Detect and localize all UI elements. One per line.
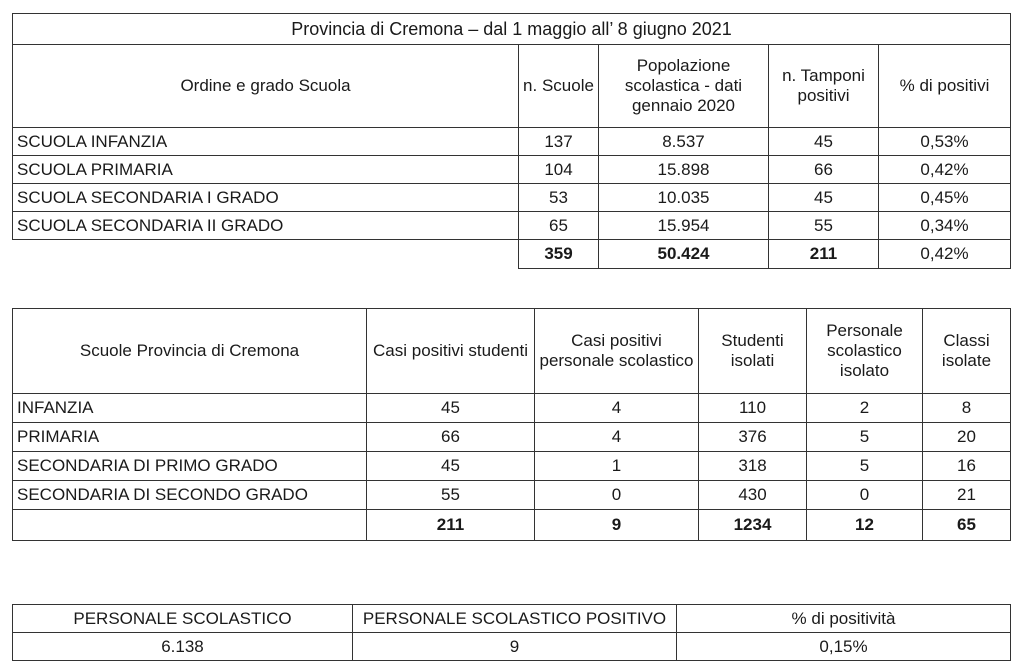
header-classes-isolated: Classi isolate bbox=[923, 309, 1011, 394]
header-staff-positive: PERSONALE SCOLASTICO POSITIVO bbox=[353, 605, 677, 633]
row-population: 15.898 bbox=[599, 156, 769, 184]
header-tests: n. Tamponi positivi bbox=[769, 45, 879, 128]
total-percent: 0,42% bbox=[879, 240, 1011, 269]
table-row bbox=[13, 394, 1011, 423]
table-row bbox=[13, 184, 1011, 212]
row-students-isolated: 376 bbox=[699, 423, 807, 452]
total-tests: 211 bbox=[769, 240, 879, 269]
row-tests: 66 bbox=[769, 156, 879, 184]
row-name: SCUOLA SECONDARIA I GRADO bbox=[13, 184, 519, 212]
header-students-positive: Casi positivi studenti bbox=[367, 309, 535, 394]
table-row bbox=[13, 128, 1011, 156]
table-row bbox=[13, 212, 1011, 240]
total-empty-cell bbox=[13, 240, 519, 269]
row-staff-isolated: 0 bbox=[807, 481, 923, 510]
row-students-isolated: 430 bbox=[699, 481, 807, 510]
total-staff-isolated: 12 bbox=[807, 510, 923, 541]
row-students-isolated: 110 bbox=[699, 394, 807, 423]
cremona-schools-summary-table bbox=[12, 13, 1011, 269]
total-staff-positive: 9 bbox=[535, 510, 699, 541]
row-staff-positive: 4 bbox=[535, 394, 699, 423]
total-row bbox=[13, 510, 1011, 541]
total-classes-isolated: 65 bbox=[923, 510, 1011, 541]
header-students-isolated: Studenti isolati bbox=[699, 309, 807, 394]
row-students-isolated: 318 bbox=[699, 452, 807, 481]
total-schools: 359 bbox=[519, 240, 599, 269]
header-schools: n. Scuole bbox=[519, 45, 599, 128]
header-staff-isolated: Personale scolastico isolato bbox=[807, 309, 923, 394]
table-row bbox=[13, 452, 1011, 481]
total-students-isolated: 1234 bbox=[699, 510, 807, 541]
row-staff-isolated: 5 bbox=[807, 423, 923, 452]
school-staff-positivity-table bbox=[12, 604, 1011, 661]
total-row bbox=[13, 240, 1011, 269]
row-name: INFANZIA bbox=[13, 394, 367, 423]
row-name: SECONDARIA DI PRIMO GRADO bbox=[13, 452, 367, 481]
row-tests: 45 bbox=[769, 128, 879, 156]
row-name: SCUOLA PRIMARIA bbox=[13, 156, 519, 184]
table-title: Provincia di Cremona – dal 1 maggio all’ 8 giugno 2021 bbox=[13, 14, 1011, 45]
total-students-positive: 211 bbox=[367, 510, 535, 541]
row-staff-isolated: 2 bbox=[807, 394, 923, 423]
header-order: Ordine e grado Scuola bbox=[13, 45, 519, 128]
row-name: PRIMARIA bbox=[13, 423, 367, 452]
row-classes-isolated: 8 bbox=[923, 394, 1011, 423]
row-population: 15.954 bbox=[599, 212, 769, 240]
row-schools: 65 bbox=[519, 212, 599, 240]
row-classes-isolated: 21 bbox=[923, 481, 1011, 510]
row-schools: 53 bbox=[519, 184, 599, 212]
row-percent: 0,53% bbox=[879, 128, 1011, 156]
row-name: SECONDARIA DI SECONDO GRADO bbox=[13, 481, 367, 510]
row-staff-positive: 4 bbox=[535, 423, 699, 452]
row-population: 10.035 bbox=[599, 184, 769, 212]
row-students-positive: 66 bbox=[367, 423, 535, 452]
header-staff: PERSONALE SCOLASTICO bbox=[13, 605, 353, 633]
row-tests: 45 bbox=[769, 184, 879, 212]
row-students-positive: 55 bbox=[367, 481, 535, 510]
row-percent: 0,34% bbox=[879, 212, 1011, 240]
header-school: Scuole Provincia di Cremona bbox=[13, 309, 367, 394]
table-row bbox=[13, 423, 1011, 452]
header-population: Popolazione scolastica - dati gennaio 2020 bbox=[599, 45, 769, 128]
total-label-cell bbox=[13, 510, 367, 541]
header-staff-positive: Casi positivi personale scolastico bbox=[535, 309, 699, 394]
row-classes-isolated: 20 bbox=[923, 423, 1011, 452]
total-population: 50.424 bbox=[599, 240, 769, 269]
row-schools: 137 bbox=[519, 128, 599, 156]
row-staff-isolated: 5 bbox=[807, 452, 923, 481]
row-name: SCUOLA SECONDARIA II GRADO bbox=[13, 212, 519, 240]
row-students-positive: 45 bbox=[367, 394, 535, 423]
row-name: SCUOLA INFANZIA bbox=[13, 128, 519, 156]
row-percent: 0,42% bbox=[879, 156, 1011, 184]
header-percent: % di positivi bbox=[879, 45, 1011, 128]
row-percent: 0,45% bbox=[879, 184, 1011, 212]
value-staff-positive: 9 bbox=[353, 633, 677, 661]
row-population: 8.537 bbox=[599, 128, 769, 156]
row-tests: 55 bbox=[769, 212, 879, 240]
header-positivity-percent: % di positività bbox=[677, 605, 1011, 633]
row-staff-positive: 1 bbox=[535, 452, 699, 481]
value-positivity-percent: 0,15% bbox=[677, 633, 1011, 661]
table-row bbox=[13, 156, 1011, 184]
cremona-positive-cases-table bbox=[12, 308, 1011, 541]
value-staff: 6.138 bbox=[13, 633, 353, 661]
row-schools: 104 bbox=[519, 156, 599, 184]
row-staff-positive: 0 bbox=[535, 481, 699, 510]
row-students-positive: 45 bbox=[367, 452, 535, 481]
table-row bbox=[13, 481, 1011, 510]
table-row bbox=[13, 633, 1011, 661]
row-classes-isolated: 16 bbox=[923, 452, 1011, 481]
